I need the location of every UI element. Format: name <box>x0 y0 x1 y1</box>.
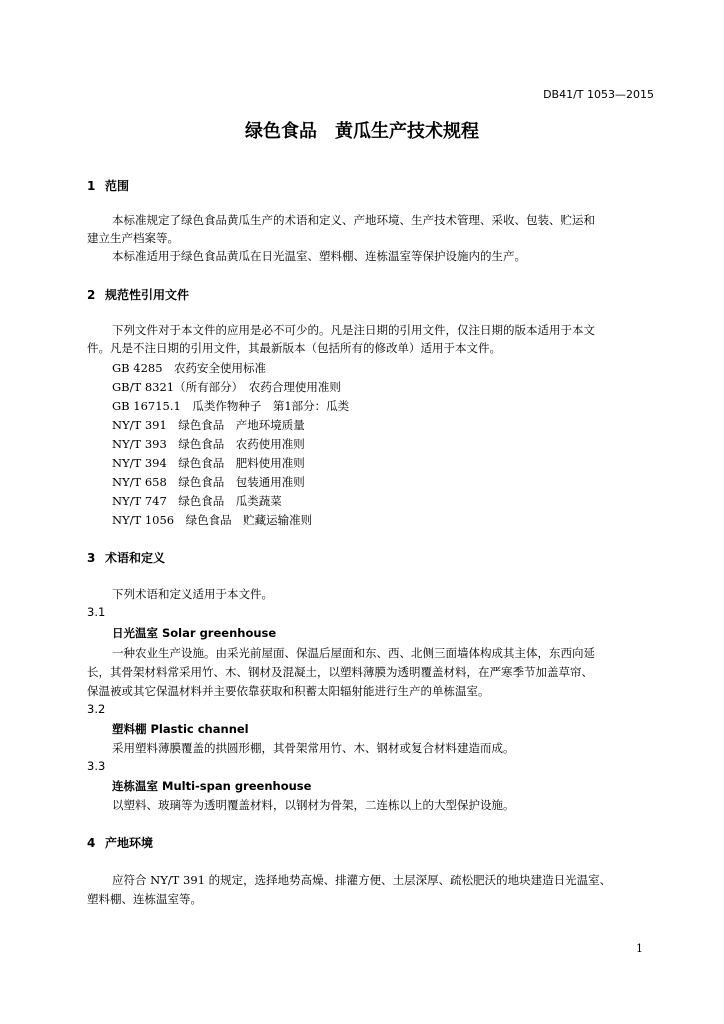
paragraph-line: 以塑料、玻璃等为透明覆盖材料，以钢材为骨架，二连栋以上的大型保护设施。 <box>112 798 515 812</box>
section-title: 范围 <box>105 179 130 193</box>
section-2-heading <box>87 286 189 303</box>
section-number: 2 <box>87 288 96 302</box>
term-name: 塑料棚 Plastic channel <box>112 722 249 736</box>
paragraph-line: 一种农业生产设施。由采光前屋面、保温后屋面和东、西、北侧三面墙体构成其主体，东西向延 <box>112 646 595 660</box>
paragraph-line: 本标准规定了绿色食品黄瓜生产的术语和定义、产地环境、生产技术管理、采收、包装、贮运和 <box>112 213 595 227</box>
paragraph-line: 件。凡是不注日期的引用文件，其最新版本（包括所有的修改单）适用于本文件。 <box>87 341 501 355</box>
reference-item: NY/T 1056 绿色食品 贮藏运输准则 <box>112 513 313 527</box>
section-title: 术语和定义 <box>105 551 166 565</box>
paragraph-line: 应符合 NY/T 391 的规定，选择地势高燥、排灌方便、土层深厚、疏松肥沃的地块建造日光温室、 <box>112 873 612 887</box>
term-name: 连栋温室 Multi-span greenhouse <box>112 779 312 793</box>
reference-item: GB 16715.1 瓜类作物种子 第1部分：瓜类 <box>112 399 350 413</box>
section-1-heading <box>87 177 129 194</box>
page-number: 1 <box>636 942 643 955</box>
section-4-heading <box>87 834 153 851</box>
paragraph-line: 下列术语和定义适用于本文件。 <box>112 587 273 601</box>
reference-item: NY/T 747 绿色食品 瓜类蔬菜 <box>112 494 282 508</box>
paragraph-line: 塑料棚、连栋温室等。 <box>87 892 202 906</box>
reference-item: NY/T 391 绿色食品 产地环境质量 <box>112 418 305 432</box>
section-3-heading <box>87 549 165 566</box>
section-title: 规范性引用文件 <box>105 288 190 302</box>
term-number: 3.2 <box>87 702 106 716</box>
section-number: 4 <box>87 836 96 850</box>
section-number: 3 <box>87 551 96 565</box>
paragraph-line: 本标准适用于绿色食品黄瓜在日光温室、塑料棚、连栋温室等保护设施内的生产。 <box>112 249 526 263</box>
paragraph-line: 保温被或其它保温材料并主要依靠获取和积蓄太阳辐射能进行生产的单栋温室。 <box>87 684 490 698</box>
term-name: 日光温室 Solar greenhouse <box>112 626 277 640</box>
reference-item: GB 4285 农药安全使用标准 <box>112 361 267 375</box>
term-number: 3.1 <box>87 605 106 619</box>
reference-item: NY/T 658 绿色食品 包装通用准则 <box>112 475 305 489</box>
document-title: 绿色食品 黄瓜生产技术规程 <box>245 121 479 142</box>
section-title: 产地环境 <box>105 836 154 850</box>
section-number: 1 <box>87 179 96 193</box>
paragraph-line: 采用塑料薄膜覆盖的拱圆形棚，其骨架常用竹、木、钢材或复合材料建造而成。 <box>112 741 515 755</box>
paragraph-line: 长，其骨架材料常采用竹、木、钢材及混凝土，以塑料薄膜为透明覆盖材料，在严寒季节加盖草帘、 <box>87 665 593 679</box>
paragraph-line: 下列文件对于本文件的应用是必不可少的。凡是注日期的引用文件，仅注日期的版本适用于本文 <box>112 323 595 337</box>
standard-code: DB41/T 1053—2015 <box>543 88 654 101</box>
reference-item: NY/T 394 绿色食品 肥料使用准则 <box>112 456 305 470</box>
reference-item: NY/T 393 绿色食品 农药使用准则 <box>112 437 305 451</box>
reference-item: GB/T 8321（所有部分） 农药合理使用准则 <box>112 380 341 394</box>
paragraph-line: 建立生产档案等。 <box>87 231 179 245</box>
term-number: 3.3 <box>87 759 106 773</box>
